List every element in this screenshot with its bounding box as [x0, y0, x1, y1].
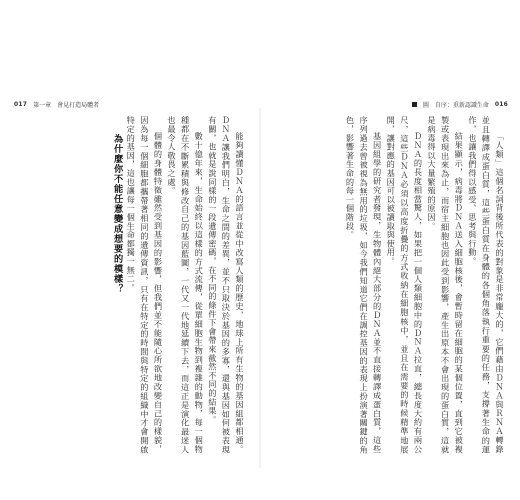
left-page-header: [14, 100, 99, 109]
right-page-body: [270, 116, 506, 454]
right-page-number: 016: [494, 101, 508, 108]
left-paragraph: 個體的身體特徵雖然受到基因的影響，但我們並不能隨心所欲地改變自己的樣貌，因為每一個細胞都攜帶著相同的遺傳資訊，只有在特定的時間與特定的組織中才會開啟特定的基因，這也讓每一個生命都獨一無二。: [126, 116, 164, 454]
book-gutter: [259, 108, 261, 468]
section-title: 為什麼你不能任意變成想要的模樣？: [111, 134, 123, 295]
left-paragraph: 能夠讀懂ＤＮＡ的語言並從中改寫人類的歷史，地球上所有生物的基因組都相通。ＤＮＡ讓我們明白，生命之間的差異，並不只取決於基因的多寡，還與基因如何被表現有關，也就是說同樣的一段遺傳密碼，在不同的條件下會帶來截然不同的結果。: [207, 116, 245, 454]
left-page-body: [14, 116, 246, 454]
right-paragraph: 「人類」這個名詞背後所代表的對象是非常龐大的，它們藉由ＤＮＡ與ＲＮＡ轉錄並且轉譯成蛋白質，這些蛋白質在身體的各個角落執行重要的任務，支撐著生命的運作，也讓我們得以感受、思考與行動。: [467, 116, 505, 454]
right-page-header: [412, 100, 508, 109]
left-page-number: 017: [14, 101, 28, 108]
right-running-head: 圖 自序：重新認識生命: [422, 102, 489, 109]
chapter-marker-icon: [412, 102, 417, 107]
right-paragraph: ＤＮＡ的長度相當驚人，如果把一個人類細胞中的ＤＮＡ拉直，總長度大約有兩公尺，這些ＤＮＡ必須以高度折疊的方式收納在細胞核中，並且在需要的時候精準地展開，讓對應的基因可以被讀取與使用。: [386, 116, 424, 454]
left-paragraph: 數十億年來，生命始終以這樣的方式流傳，從單細胞生物到複雜的動物，每一個物種都在不斷累積與修改自己的基因藍圖，一代又一代地延續下去，而這正是演化最迷人也最令人敬畏之處。: [167, 116, 205, 454]
left-running-head: 第一章 會見打造局體者: [33, 102, 100, 109]
right-paragraph: 基因組學的研究者發現，生物體內絕大部分的ＤＮＡ並不直接轉譯成蛋白質，這些序列過去曾被視為無用的垃圾，如今我們知道它們在調控基因的表現上扮演著關鍵的角色，影響著生命的每一個階段。: [345, 116, 383, 454]
right-paragraph: 結果顯示，病毒將ＤＮＡ送入細胞核後，會暫時留在細胞的某個位置，直到它被複製或表現出來為止，而宿主細胞也因此受到影響，產生出原本不會出現的蛋白質，這就是病毒得以大量繁殖的原因。: [427, 116, 465, 454]
